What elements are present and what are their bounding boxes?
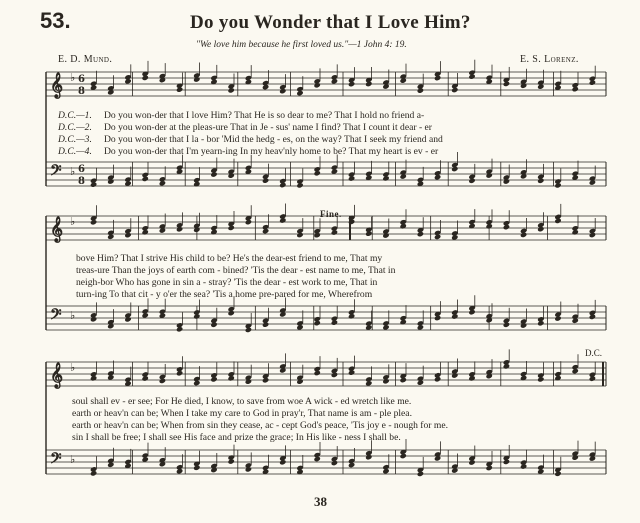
note-head (417, 380, 424, 386)
verse-line-2 (0, 408, 640, 420)
verse-line-1 (0, 396, 640, 408)
note-head (348, 81, 355, 87)
key-flat: ♭ (70, 361, 76, 374)
note-head (382, 232, 389, 238)
verse-line-4 (0, 289, 640, 301)
hymn-number: 53. (40, 8, 71, 33)
note-head (348, 313, 355, 319)
note-head (468, 74, 475, 80)
note-head (124, 78, 131, 84)
note-head (417, 87, 424, 93)
da-capo-marking: D.C. (585, 348, 603, 358)
note-head (468, 459, 475, 465)
note-head (262, 84, 269, 90)
lyric-text: Do you won-der that I la - bor 'Mid the hedg - es, on the way? That I seek my friend and (104, 134, 443, 145)
note-head (210, 171, 217, 177)
lyric-text: Do you won-der that I'm yearn-ing In my heav'nly home to be? That my heart is ev - er (104, 146, 439, 157)
key-flat: ♭ (70, 215, 76, 228)
note-head (142, 375, 149, 381)
note-head (486, 172, 493, 178)
note-head (228, 310, 235, 316)
note-head (279, 182, 286, 188)
note-head (365, 380, 372, 386)
note-head (400, 77, 407, 83)
note-head (331, 320, 338, 326)
note-head (142, 229, 149, 235)
note-head (434, 174, 441, 180)
note-head (176, 370, 183, 376)
note-head (314, 370, 321, 376)
note-head (296, 90, 303, 96)
note-head (279, 459, 286, 465)
note-head (245, 466, 252, 472)
note-head (486, 223, 493, 229)
note-head (193, 76, 200, 82)
note-head (142, 176, 149, 182)
hymn-title: Do you Wonder that I Love Him? (190, 12, 471, 33)
bass-clef: 𝄢 (50, 306, 62, 327)
note-head (486, 465, 493, 471)
note-head (314, 320, 321, 326)
note-head (589, 232, 596, 238)
note-head (554, 471, 561, 477)
note-head (90, 375, 97, 381)
key-flat: ♭ (70, 71, 76, 84)
note-head (124, 232, 131, 238)
note-head (314, 232, 321, 238)
verse-line-3 (0, 277, 640, 289)
note-head (193, 227, 200, 233)
lyricist-credit: E. D. Mund. (58, 54, 113, 65)
note-head (572, 368, 579, 374)
note-head (451, 372, 458, 378)
verse-label: D.C.—2. (58, 122, 92, 133)
note-head (245, 219, 252, 225)
note-head (314, 170, 321, 176)
verse-line-3 (0, 420, 640, 432)
note-head (193, 465, 200, 471)
note-head (537, 320, 544, 326)
verse-line-1 (0, 110, 640, 122)
note-head (159, 378, 166, 384)
treble-clef: 𝄞 (50, 72, 64, 98)
note-head (331, 372, 338, 378)
note-head (382, 175, 389, 181)
scripture-epigraph: "We love him because he first loved us."—1 John 4: 19. (196, 40, 407, 50)
note-head (279, 217, 286, 223)
note-head (554, 218, 561, 224)
note-head (572, 86, 579, 92)
note-head (400, 453, 407, 459)
note-head (537, 178, 544, 184)
note-head (503, 459, 510, 465)
note-head (451, 166, 458, 172)
note-head (417, 231, 424, 237)
verse-label: D.C.—3. (58, 134, 92, 145)
note-head (589, 80, 596, 86)
verse-line-1 (0, 253, 640, 265)
note-head (382, 378, 389, 384)
lyric-text: treas-ure Than the joys of earth com - bined? 'Tis the dear - est name to me, That in (76, 265, 396, 276)
note-head (451, 313, 458, 319)
lyric-text: earth or heav'n can be; When I take my care to God in pray'r, That name is am - ple plea. (72, 408, 412, 419)
note-head (572, 455, 579, 461)
note-head (365, 231, 372, 237)
key-flat: ♭ (70, 453, 76, 466)
note-head (296, 324, 303, 330)
note-head (176, 87, 183, 93)
note-head (572, 318, 579, 324)
note-head (107, 234, 114, 240)
note-head (400, 223, 407, 229)
note-head (90, 470, 97, 476)
note-head (434, 315, 441, 321)
note-head (434, 376, 441, 382)
note-head (400, 377, 407, 383)
time-signature: 6 (78, 164, 85, 175)
note-head (537, 84, 544, 90)
note-head (228, 225, 235, 231)
note-head (228, 87, 235, 93)
note-head (90, 182, 97, 188)
note-head (90, 219, 97, 225)
lyric-text: bove Him? That I strive His child to be? He's the dear-est friend to me, That my (76, 253, 383, 264)
note-head (434, 75, 441, 81)
verse-line-2 (0, 265, 640, 277)
note-head (503, 363, 510, 369)
note-head (279, 88, 286, 94)
page-number: 38 (314, 494, 327, 509)
note-head (589, 455, 596, 461)
note-head (296, 232, 303, 238)
note-head (331, 78, 338, 84)
note-head (228, 173, 235, 179)
note-head (589, 314, 596, 320)
note-head (348, 462, 355, 468)
note-head (468, 178, 475, 184)
bass-clef: 𝄢 (50, 450, 62, 471)
time-signature: 8 (78, 86, 85, 97)
note-head (417, 471, 424, 477)
lyric-text: sin I shall be free; I shall see His face and prize the grace; In His like - ness I shall be. (72, 432, 401, 443)
note-head (520, 83, 527, 89)
verse-line-3 (0, 134, 640, 146)
note-head (434, 234, 441, 240)
note-head (537, 226, 544, 232)
note-head (193, 380, 200, 386)
note-head (262, 228, 269, 234)
note-head (503, 81, 510, 87)
note-head (537, 376, 544, 382)
lyric-text: soul shall ev - er see; For He died, I know, to save from woe A wick - ed wretch like me. (72, 396, 412, 407)
note-head (503, 322, 510, 328)
note-head (451, 87, 458, 93)
note-head (228, 458, 235, 464)
note-head (468, 309, 475, 315)
note-head (210, 376, 217, 382)
note-head (210, 322, 217, 328)
note-head (468, 375, 475, 381)
note-head (331, 460, 338, 466)
verse-line-4 (0, 146, 640, 158)
lyric-text: earth or heav'n can be; When from sin they cease, ac - cept God's peace, 'Tis joy e - nough for me. (72, 420, 449, 431)
lyric-text: Do you won-der at the pleas-ure That in Je - sus' name I find? That I count it dear - er (104, 122, 432, 133)
note-head (193, 313, 200, 319)
note-head (331, 229, 338, 235)
note-head (382, 468, 389, 474)
note-head (245, 379, 252, 385)
note-head (176, 468, 183, 474)
verse-label: D.C.—4. (58, 146, 92, 157)
note-head (572, 229, 579, 235)
note-head (503, 224, 510, 230)
note-head (124, 316, 131, 322)
note-head (262, 322, 269, 328)
note-head (176, 226, 183, 232)
lyric-text: Do you won-der that I love Him? That He is so dear to me? That I hold no friend a- (104, 110, 425, 121)
note-head (554, 182, 561, 188)
lyric-text: turn-ing To that cit - y o'er the sea? 'Tis a home pre-pared for me, Wherefrom (76, 289, 373, 300)
note-head (296, 379, 303, 385)
note-head (296, 182, 303, 188)
note-head (262, 178, 269, 184)
lyric-text: neigh-bor Who has gone in sin a - stray? 'Tis the dear - est work to me, That in (76, 277, 378, 288)
note-head (314, 82, 321, 88)
note-head (503, 178, 510, 184)
note-head (107, 462, 114, 468)
note-head (520, 232, 527, 238)
treble-clef: 𝄞 (50, 362, 64, 388)
note-head (520, 322, 527, 328)
note-head (520, 463, 527, 469)
verse-label: D.C.—1. (58, 110, 92, 121)
note-head (142, 75, 149, 81)
note-head (314, 456, 321, 462)
composer-credit: E. S. Lorenz. (520, 54, 579, 65)
fine-marking: Fine. (320, 209, 342, 219)
note-head (176, 326, 183, 332)
time-signature: 8 (78, 176, 85, 187)
note-head (245, 327, 252, 333)
note-head (554, 315, 561, 321)
note-head (348, 175, 355, 181)
treble-clef: 𝄞 (50, 216, 64, 242)
bass-clef: 𝄢 (50, 162, 62, 183)
note-head (107, 178, 114, 184)
note-head (159, 180, 166, 186)
verse-line-4 (0, 432, 640, 444)
note-head (90, 316, 97, 322)
note-head (348, 370, 355, 376)
time-signature: 6 (78, 74, 85, 85)
note-head (365, 454, 372, 460)
note-head (589, 376, 596, 382)
key-flat: ♭ (70, 309, 76, 322)
note-head (228, 375, 235, 381)
key-flat: ♭ (70, 165, 76, 178)
verse-line-2 (0, 122, 640, 134)
note-head (365, 81, 372, 87)
note-head (262, 377, 269, 383)
